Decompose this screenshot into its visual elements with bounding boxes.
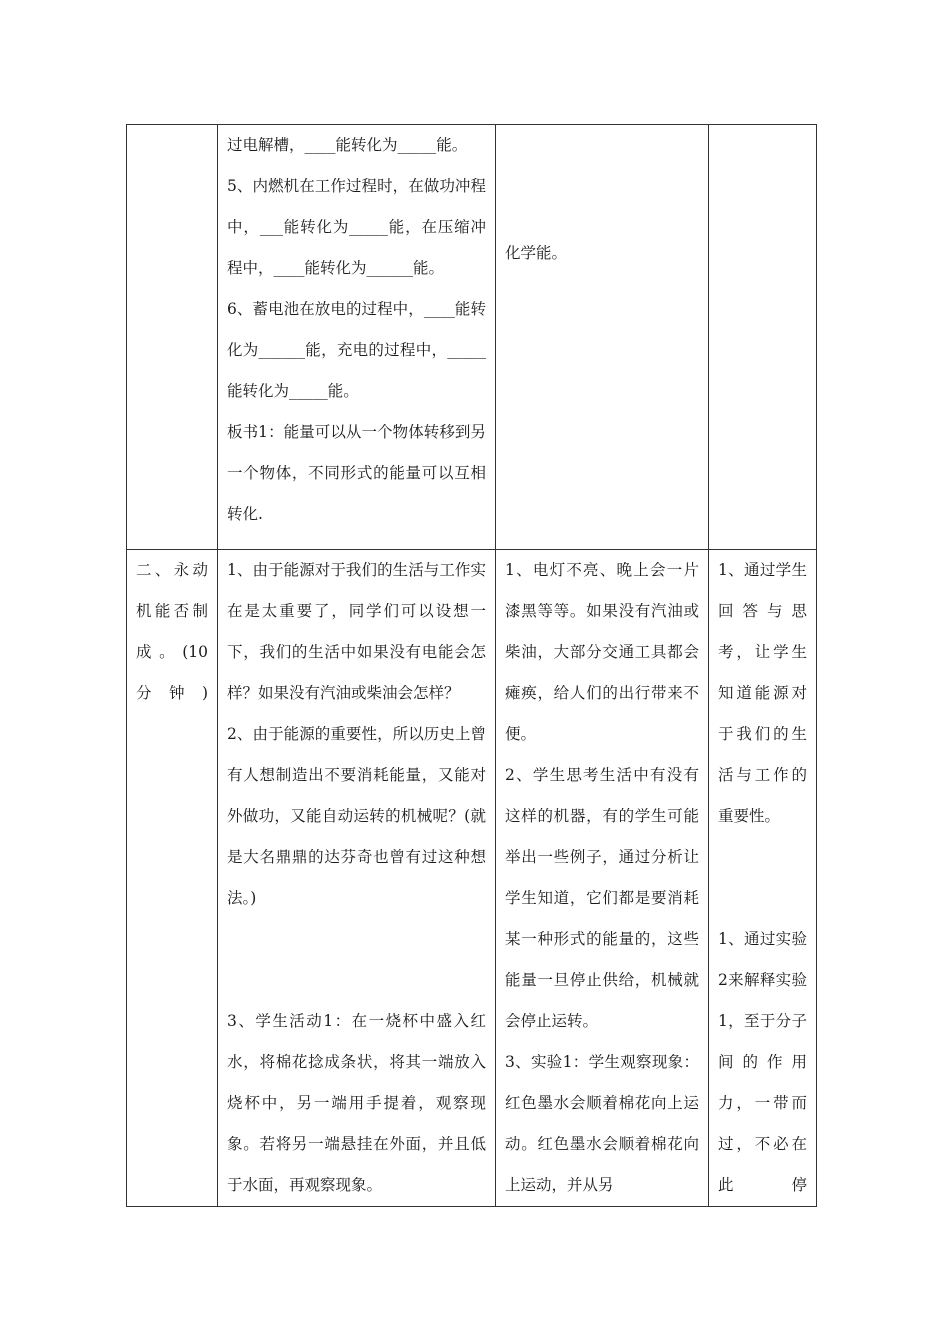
- cell-paragraph: 2、学生思考生活中有没有这样的机器，有的学生可能举出一些例子，通过分析让学生知道，它们都是要消耗某一种形式的能量的，这些能量一旦停止供给，机械就会停止运转。: [505, 766, 699, 1030]
- cell-paragraph: 3、学生活动1：在一烧杯中盛入红水，将棉花捻成条状，将其一端放入烧杯中，另一端用手提着，观察现象。若将另一端悬挂在外面，并且低于水面，再观察现象。: [227, 1012, 486, 1194]
- table-row: [127, 125, 817, 550]
- student-activity-cell: [496, 125, 709, 550]
- design-intent-cell: [709, 125, 817, 550]
- teacher-activity-cell: [218, 125, 496, 550]
- design-intent-cell: [709, 550, 817, 1207]
- stage-cell: [127, 550, 218, 1207]
- stage-cell: [127, 125, 218, 550]
- cell-paragraph: 过电解槽，____能转化为_____能。: [227, 136, 468, 154]
- cell-paragraph: 1、由于能源对于我们的生活与工作实在是太重要了，同学们可以设想一下，我们的生活中如果没有电能会怎样？如果没有汽油或柴油会怎样？: [227, 561, 486, 702]
- cell-paragraph: 3、实验1：学生观察现象：红色墨水会顺着棉花向上运动。红色墨水会顺着棉花向上运动，并从另: [505, 1053, 699, 1194]
- cell-paragraph: 5、内燃机在工作过程时，在做功冲程中，___能转化为_____能，在压缩冲程中，____能转化为______能。: [227, 177, 486, 277]
- student-activity-cell: [496, 550, 709, 1207]
- cell-paragraph: 6、蓄电池在放电的过程中，____能转化为______能，充电的过程中，_____能转化为_____能。: [227, 300, 486, 400]
- table-row: [127, 550, 817, 1207]
- lesson-plan-table: [126, 124, 817, 1207]
- cell-paragraph: 2、由于能源的重要性，所以历史上曾有人想制造出不要消耗能量，又能对外做功，又能自动运转的机械呢？(就是大名鼎鼎的达芬奇也曾有过这种想法。): [227, 725, 486, 907]
- cell-paragraph: 化学能。: [505, 244, 568, 262]
- teacher-activity-cell: [218, 550, 496, 1207]
- cell-paragraph: 1、通过学生回答与思考，让学生知道能源对于我们的生活与工作的重要性。: [718, 561, 807, 825]
- cell-paragraph: 1、通过实验2来解释实验1，至于分子间的作用力，一带而过，不必在此停: [718, 930, 807, 1194]
- cell-paragraph: 1、电灯不亮、晚上会一片漆黑等等。如果没有汽油或柴油，大部分交通工具都会瘫痪，给人们的出行带来不便。: [505, 561, 699, 743]
- stage-title: 二、永动机能否制成。(10分钟): [136, 561, 208, 702]
- cell-paragraph: 板书1：能量可以从一个物体转移到另一个物体，不同形式的能量可以互相转化.: [227, 423, 486, 523]
